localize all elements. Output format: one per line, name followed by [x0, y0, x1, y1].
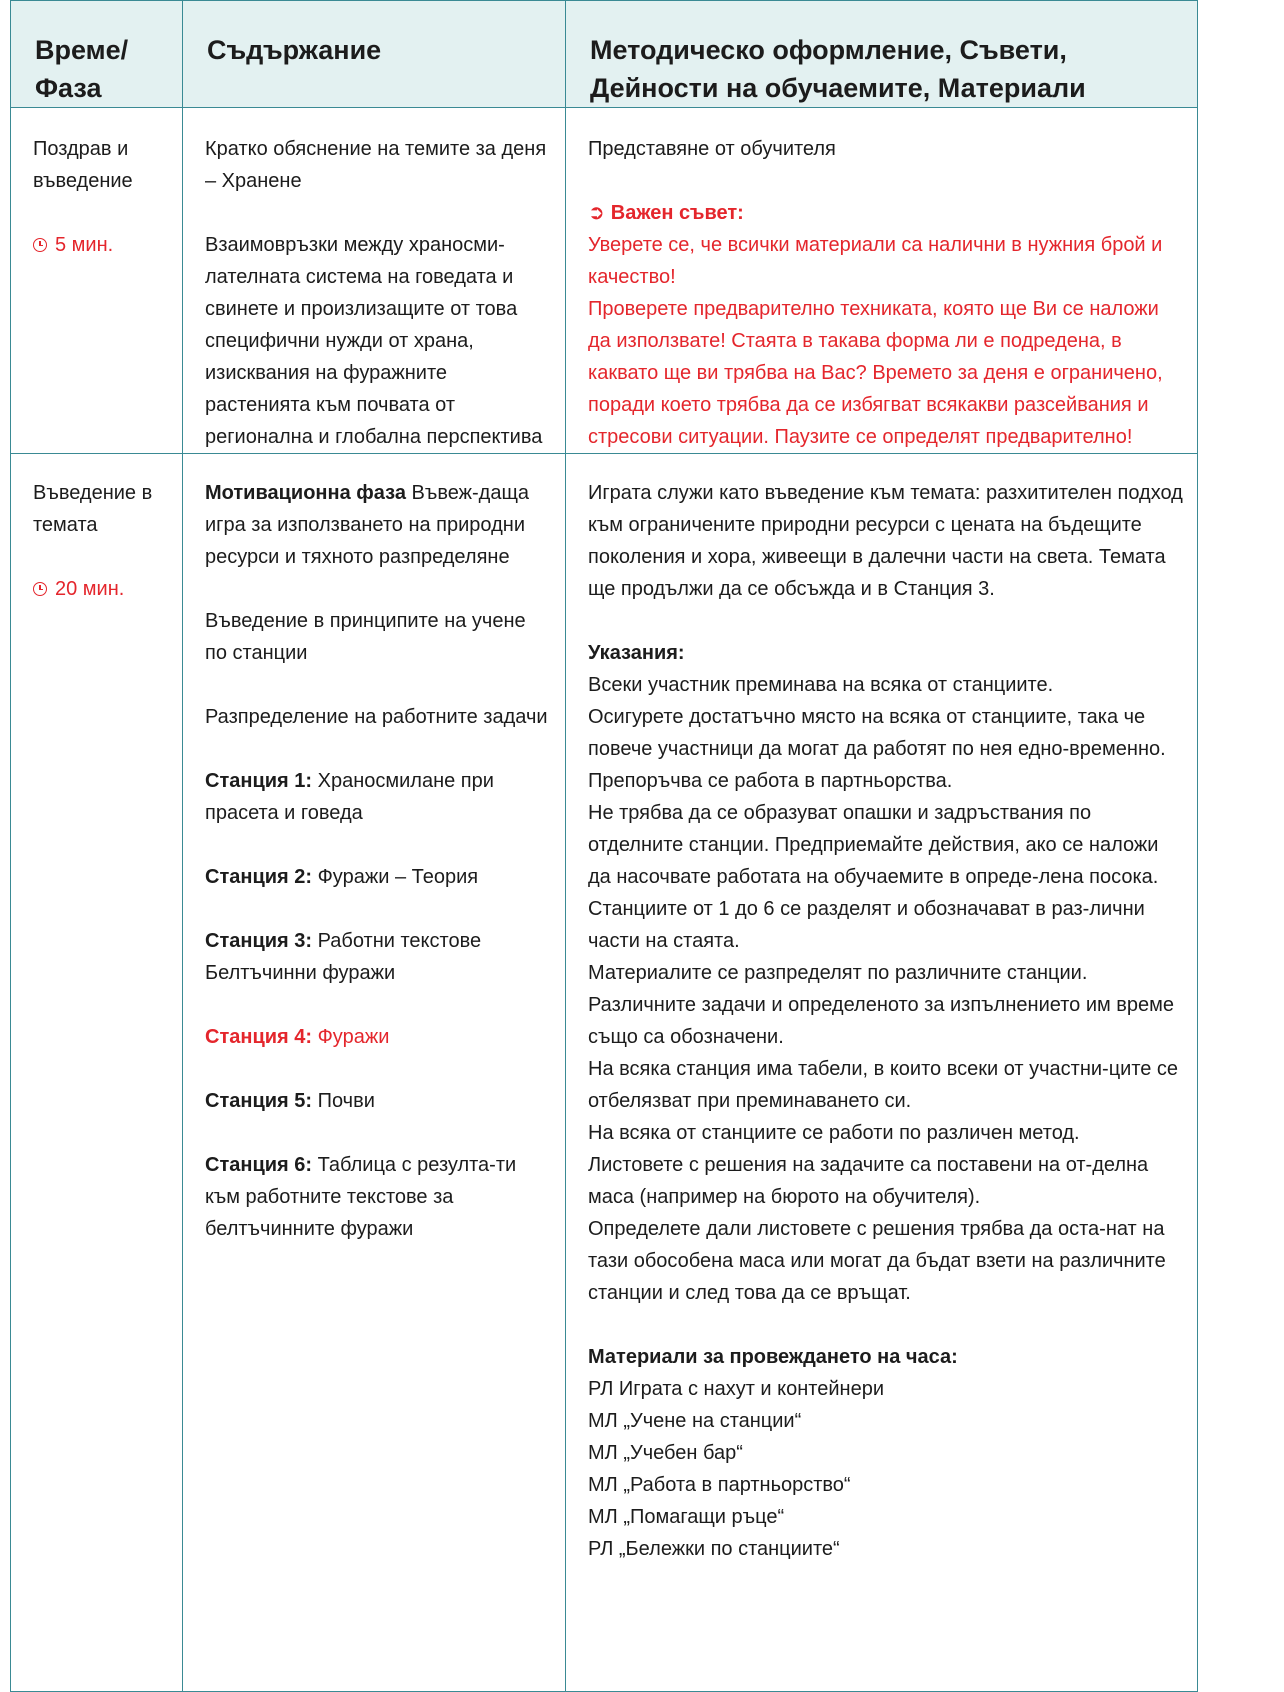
station-1: Станция 1: Храносмилане при прасета и говеда: [205, 770, 494, 824]
lesson-plan-table: [10, 0, 1198, 1692]
material-item: МЛ „Учебен бар“: [588, 1442, 743, 1464]
material-item: МЛ „Работа в партньорство“: [588, 1474, 851, 1496]
arrow-right-icon: ➲: [588, 202, 605, 224]
table-row: [11, 454, 1198, 1692]
content-paragraph: Взаимовръзки между храносми-лателната система на говедата и свинете и произлизащите от това специфични нужди от храна, изисквания на фуражните растенията към почвата от регионална и глобална перспектива: [205, 234, 543, 448]
instruction-line: На всяка станция има табели, в които всеки от участни-ците се отбелязват при преминаването си.: [588, 1058, 1179, 1112]
phase-label: Въведение в темата: [33, 482, 153, 536]
material-item: РЛ „Бележки по станциите“: [588, 1538, 840, 1560]
motivation-phase: Мотивационна фаза Въвеж-даща игра за използването на природни ресурси и тяхното разпределяне: [205, 482, 530, 568]
material-item: МЛ „Помагащи ръце“: [588, 1506, 785, 1528]
methodology-cell: [566, 108, 1198, 454]
station-2: Станция 2: Фуражи – Теория: [205, 866, 479, 888]
table-row: [11, 108, 1198, 454]
instruction-line: Различните задачи и определеното за изпълнението им време също са обозначени.: [588, 994, 1175, 1048]
content-paragraph: Кратко обяснение на темите за деня – Хранене: [205, 138, 547, 192]
content-cell: [183, 454, 566, 1692]
table-header-row: [11, 1, 1198, 108]
material-item: РЛ Играта с нахут и контейнери: [588, 1378, 884, 1400]
material-item: МЛ „Учене на станции“: [588, 1410, 802, 1432]
content-paragraph: Разпределение на работните задачи: [205, 706, 548, 728]
instructions-title: Указания:: [588, 642, 685, 664]
instruction-line: Станциите от 1 до 6 се разделят и обозначават в раз-лични части на стаята.: [588, 898, 1145, 952]
method-game: Играта служи като въведение към темата: разхитителен подход към ограничените природни ресурси с цената на бъдещите поколения и хора, живеещи в далечни части на света. Темата ще продължи да се обсъжда и в Станция 3.: [588, 482, 1183, 600]
clock-icon: [33, 238, 47, 252]
materials-title: Материали за провеждането на часа:: [588, 1346, 958, 1368]
methodology-cell: [566, 454, 1198, 1692]
station-5: Станция 5: Почви: [205, 1090, 375, 1112]
tip-line: Проверете предварително техниката, която ще Ви се наложи да използвате! Стаята в такава форма ли е подредена, в каквато ще ви трябва на Вас? Времето за деня е ограничено, поради което трябва да се избягват всякакви разсейвания и стресови ситуации. Паузите се определят предварително!: [588, 298, 1163, 448]
content-cell: [183, 108, 566, 454]
phase-cell: [11, 108, 183, 454]
tip-line: Уверете се, че всички материали са налични в нужния брой и качество!: [588, 234, 1163, 288]
phase-label: Поздрав и въведение: [33, 138, 133, 192]
duration: 5 мин.: [33, 229, 174, 261]
instruction-line: Листовете с решения на задачите са поставени на от-делна маса (например на бюрото на обучителя).: [588, 1154, 1149, 1208]
instruction-line: Не трябва да се образуват опашки и задръствания по отделните станции. Предприемайте действия, ако се наложи да насочвате работата на обучаемите в опреде-лена посока.: [588, 802, 1159, 888]
header-methodology: Методическо оформление, Съвети, Дейности на обучаемите, Материали: [566, 1, 1198, 108]
duration: 20 мин.: [33, 573, 174, 605]
header-time-phase: Време/ Фаза: [11, 1, 183, 108]
important-tip-title: ➲ Важен съвет:: [588, 197, 1183, 229]
station-4: Станция 4: Фуражи: [205, 1026, 390, 1048]
station-6: Станция 6: Таблица с резулта-ти към работните текстове за белтъчинните фуражи: [205, 1154, 517, 1240]
header-content: Съдържание: [183, 1, 566, 108]
station-3: Станция 3: Работни текстове Белтъчинни фуражи: [205, 930, 482, 984]
method-intro: Представяне от обучителя: [588, 138, 836, 160]
instruction-line: Материалите се разпределят по различните станции.: [588, 962, 1088, 984]
phase-cell: [11, 454, 183, 1692]
instruction-line: Всеки участник преминава на всяка от станциите.: [588, 674, 1054, 696]
clock-icon: [33, 582, 47, 596]
instruction-line: Определете дали листовете с решения трябва да оста-нат на тази обособена маса или могат да бъдат взети на различните станции и след това да се връщат.: [588, 1218, 1166, 1304]
instruction-line: Осигурете достатъчно място на всяка от станциите, така че повече участници да могат да работят по нея едно-временно. Препоръчва се работа в партньорства.: [588, 706, 1166, 792]
instruction-line: На всяка от станциите се работи по различен метод.: [588, 1122, 1080, 1144]
content-paragraph: Въведение в принципите на учене по станции: [205, 610, 526, 664]
